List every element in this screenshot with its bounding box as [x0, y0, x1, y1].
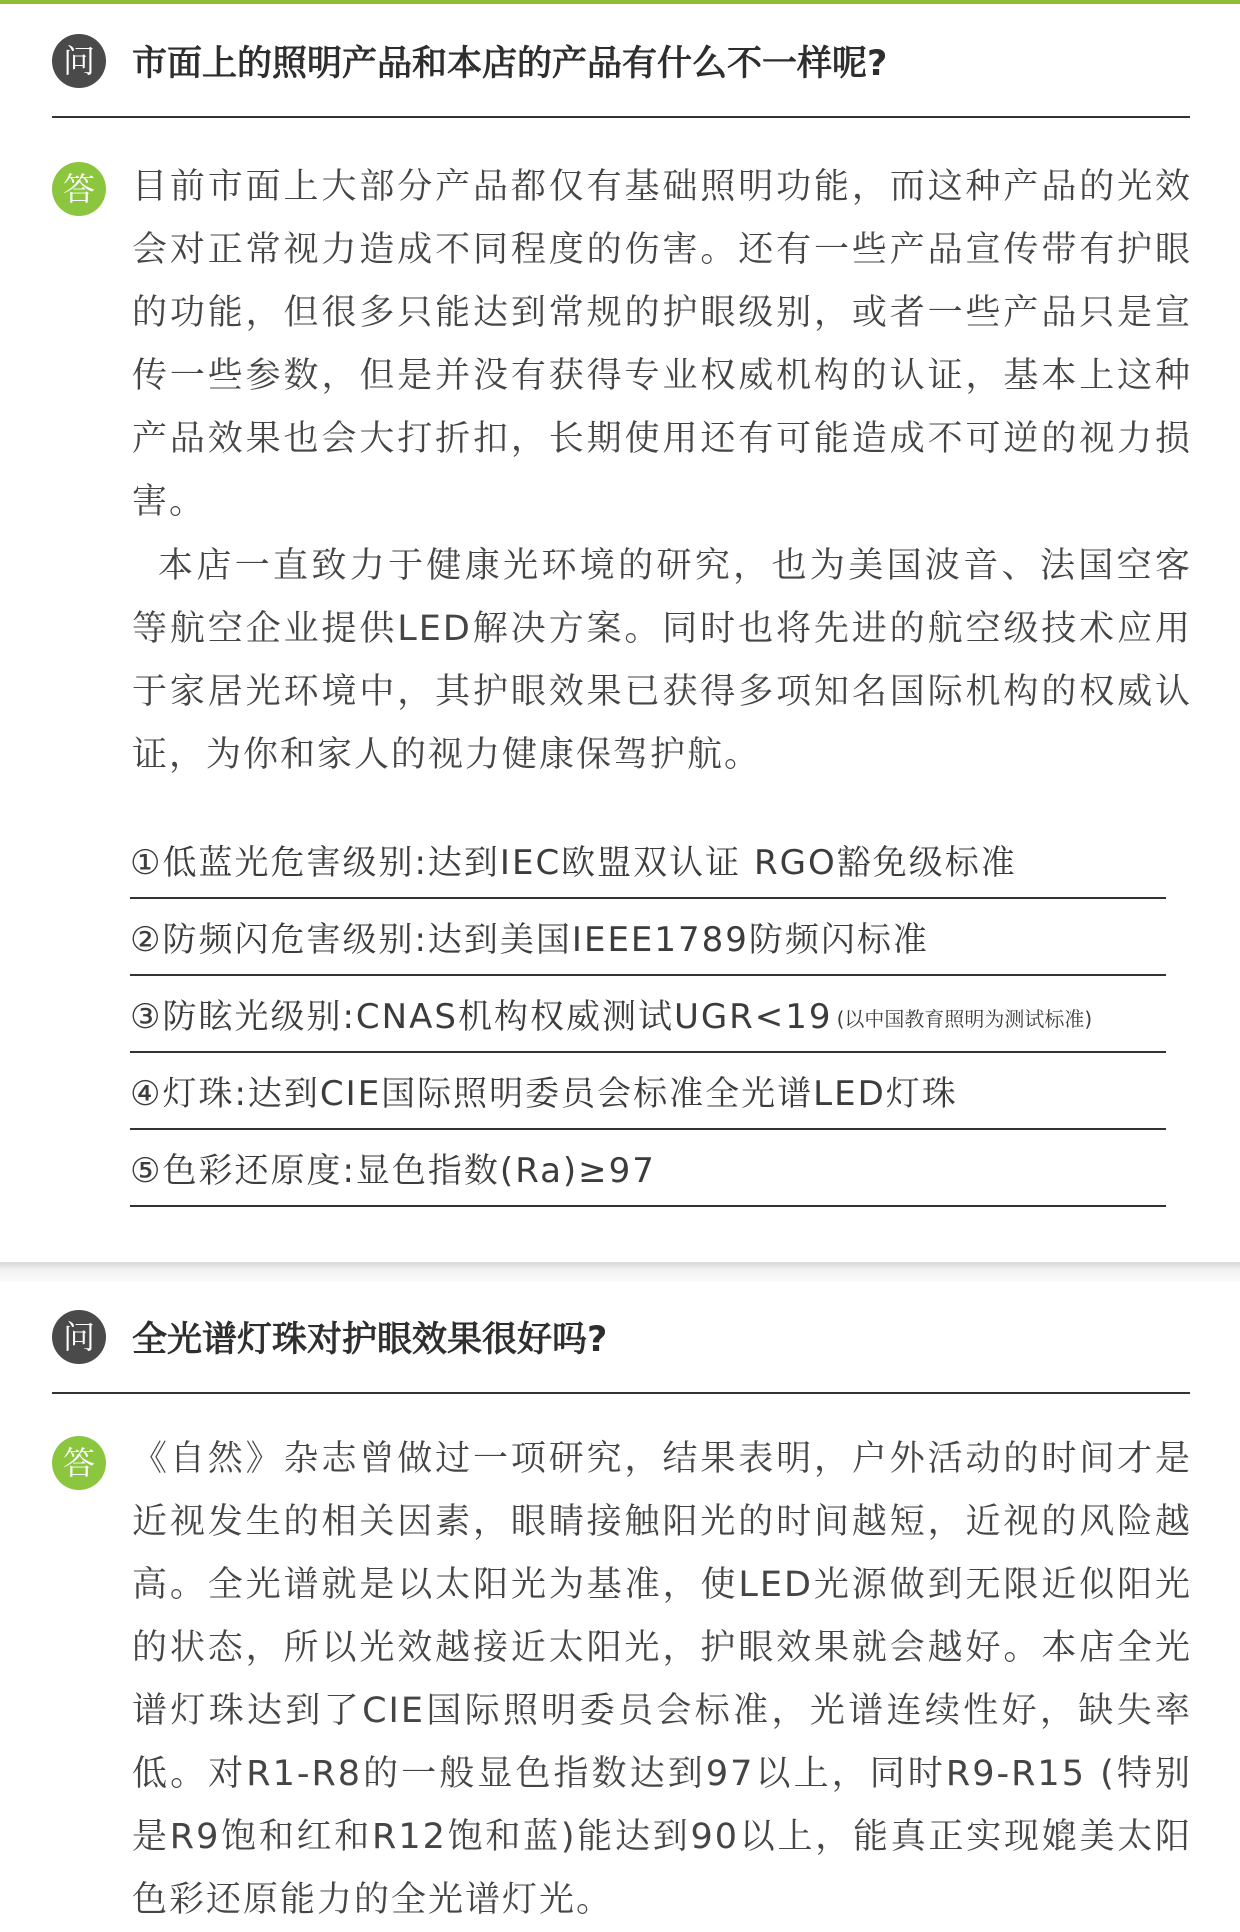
standard-text: ④灯珠:达到CIE国际照明委员会标准全光谱LED灯珠	[130, 1074, 958, 1114]
answer-paragraph: 目前市面上大部分产品都仅有基础照明功能，而这种产品的光效会对正常视力造成不同程度的伤害。还有一些产品宣传带有护眼的功能，但很多只能达到常规的护眼级别，或者一些产品只是宣传一些参数，但是并没有获得专业权威机构的认证，基本上这种产品效果也会大打折扣，长期使用还有可能造成不可逆的视力损害。	[132, 167, 1192, 522]
question-title: 全光谱灯珠对护眼效果很好吗?	[132, 1320, 608, 1360]
faq-section-2	[0, 1282, 1240, 1920]
question-badge: 问	[52, 1310, 106, 1364]
question-divider	[52, 116, 1190, 118]
standard-text: ⑤色彩还原度:显色指数(Ra)≥97	[130, 1151, 656, 1191]
standard-note: (以中国教育照明为测试标准)	[836, 1007, 1093, 1031]
standard-item	[130, 1053, 1166, 1130]
answer-badge: 答	[52, 1436, 106, 1490]
faq-section-1	[0, 4, 1240, 1262]
answer-paragraph: 《自然》杂志曾做过一项研究，结果表明，户外活动的时间才是近视发生的相关因素，眼睛接触阳光的时间越短，近视的风险越高。全光谱就是以太阳光为基准，使LED光源做到无限近似阳光的状态，所以光效越接近太阳光，护眼效果就会越好。本店全光谱灯珠达到了CIE国际照明委员会标准，光谱连续性好，缺失率低。对R1-R8的一般显色指数达到97以上，同时R9-R15 (特别是R9饱和红和R12饱和蓝)能达到90以上，能真正实现媲美太阳色彩还原能力的全光谱灯光。	[132, 1439, 1192, 1920]
standard-item	[130, 899, 1166, 976]
standard-text: ③防眩光级别:CNAS机构权威测试UGR<19	[130, 997, 833, 1037]
answer-paragraph: 本店一直致力于健康光环境的研究，也为美国波音、法国空客等航空企业提供LED解决方案。同时也将先进的航空级技术应用于家居光环境中，其护眼效果已获得多项知名国际机构的权威认证，为你和家人的视力健康保驾护航。	[132, 546, 1192, 775]
standard-text: ①低蓝光危害级别:达到IEC欧盟双认证 RGO豁免级标准	[130, 843, 1017, 883]
standard-item	[130, 1130, 1166, 1207]
question-title: 市面上的照明产品和本店的产品有什么不一样呢?	[132, 44, 888, 84]
question-row	[52, 34, 887, 88]
standards-list	[130, 822, 1166, 1207]
section-separator	[0, 1262, 1240, 1282]
answer-badge: 答	[52, 162, 106, 216]
standard-item	[130, 822, 1166, 899]
standard-item	[130, 976, 1166, 1053]
question-divider	[52, 1392, 1190, 1394]
question-badge: 问	[52, 34, 106, 88]
question-row	[52, 1310, 607, 1364]
standard-text: ②防频闪危害级别:达到美国IEEE1789防频闪标准	[130, 920, 929, 960]
